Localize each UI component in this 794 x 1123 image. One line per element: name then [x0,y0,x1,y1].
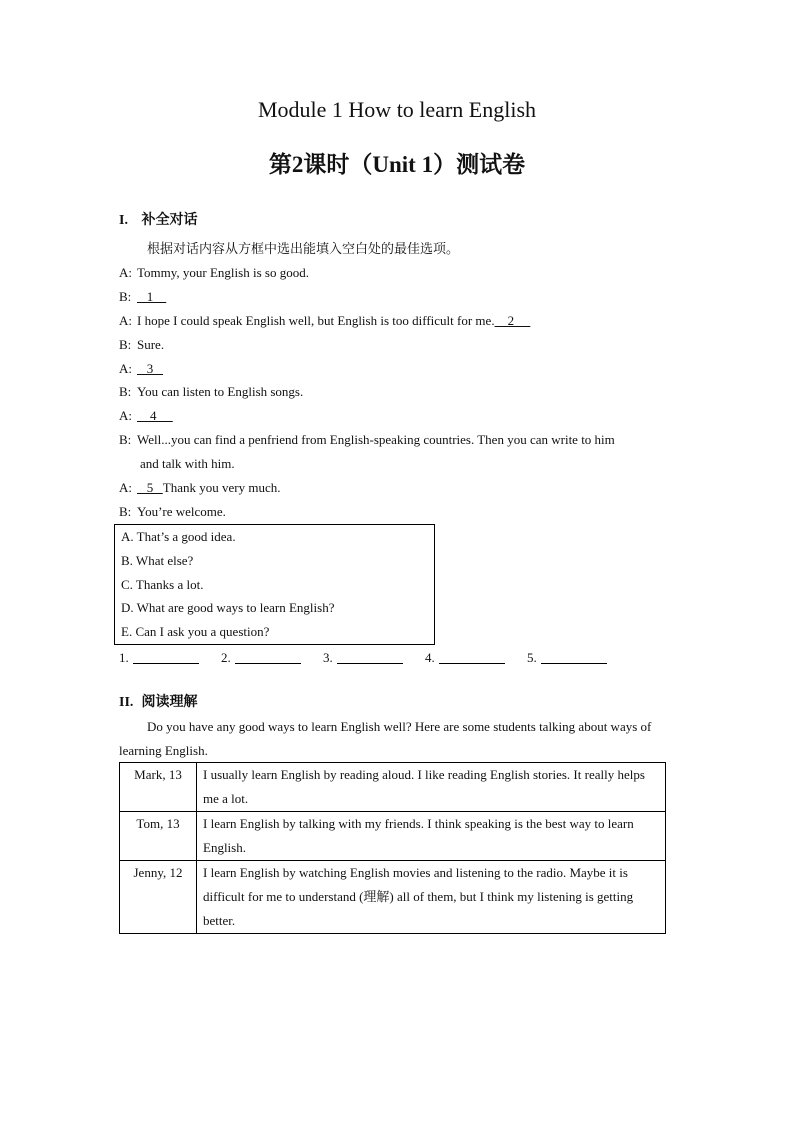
option-a: A. That’s a good idea. [121,529,236,544]
section-2-title: 阅读理解 [141,694,198,710]
section-1-instruction: 根据对话内容从方框中选出能填入空白处的最佳选项。 [147,242,460,257]
dialogue-line [119,333,164,357]
option-e: E. Can I ask you a question? [121,624,270,639]
answer-blank[interactable] [527,646,607,670]
student-statement: I usually learn English by reading aloud. I like reading English stories. It really helps me a lot. [197,763,666,812]
dialogue-line [119,309,530,333]
dialogue-speaker: A: [119,313,132,328]
answer-blank[interactable] [221,646,301,670]
dialogue-line [119,357,163,381]
dialogue-speaker: B: [119,337,132,352]
dialogue-line [119,428,615,452]
dialogue-text: Sure. [137,337,165,352]
dialogue-blank: 5 [137,480,163,495]
dialogue-blank: 2 [494,313,531,328]
dialogue-speaker: A: [119,480,132,495]
dialogue-speaker: B: [119,384,132,399]
student-name: Mark, 13 [120,763,197,812]
section-1-heading [119,210,197,231]
dialogue-speaker: B: [119,289,132,304]
student-statement: I learn English by talking with my friends. I think speaking is the best way to learn English. [197,812,666,861]
dialogue-line [119,404,173,428]
dialogue-text: You can listen to English songs. [137,384,304,399]
dialogue-blank: 3 [137,361,163,376]
dialogue-speaker: A: [119,265,132,280]
dialogue-speaker: B: [119,432,132,447]
option-d: D. What are good ways to learn English? [121,600,335,615]
table-row [120,763,666,812]
section-2-number: II. [119,695,134,710]
dialogue-text: I hope I could speak English well, but English is too difficult for me. [137,313,495,328]
option-b: B. What else? [121,553,194,568]
page-title: Module 1 How to learn English [257,97,537,122]
answer-blanks [119,646,626,670]
answer-line [337,649,403,664]
section-1-number: I. [119,213,128,228]
option-c: C. Thanks a lot. [121,577,204,592]
dialogue-line [119,380,303,404]
answer-label: 2. [221,650,231,665]
subtitle-mid: 课时（ [303,152,373,178]
options-box [114,524,435,645]
answer-blank[interactable] [119,646,199,670]
dialogue-blank: 1 [137,289,167,304]
table-row [120,861,666,934]
dialogue-text: You’re welcome. [137,504,226,519]
dialogue-line [119,476,280,500]
section-1-title: 补全对话 [141,212,198,228]
dialogue-text: Thank you very much. [162,480,281,495]
reading-table [119,762,666,934]
student-name: Jenny, 12 [120,861,197,934]
dialogue-line [119,285,166,309]
dialogue-line [140,452,235,476]
answer-line [439,649,505,664]
answer-line [541,649,607,664]
answer-line [235,649,301,664]
answer-label: 5. [527,650,537,665]
dialogue-line [119,500,226,524]
dialogue-text: Well...you can find a penfriend from English-speaking countries. Then you can write to him [137,432,615,447]
dialogue-speaker: A: [119,361,132,376]
dialogue-text: and talk with him. [140,456,235,471]
answer-blank[interactable] [425,646,505,670]
reading-intro: Do you have any good ways to learn English well? Here are some students talking about ways of learning English. [119,719,652,758]
student-statement: I learn English by watching English movies and listening to the radio. Maybe it is difficult for me to understand (理解) all of them, but I think my listening is getting better. [197,861,666,934]
dialogue-line [119,261,309,285]
dialogue-speaker: B: [119,504,132,519]
dialogue-text: Tommy, your English is so good. [137,265,309,280]
table-row [120,812,666,861]
answer-line [133,649,199,664]
subtitle-suffix: ）测试卷 [433,152,526,178]
dialogue-blank: 4 [137,408,173,423]
subtitle-prefix: 第 [268,152,292,178]
answer-label: 3. [323,650,333,665]
section-2-heading [119,692,197,713]
subtitle-lesson-number: 2 [291,152,304,177]
student-name: Tom, 13 [120,812,197,861]
page-subtitle [0,148,794,182]
dialogue-speaker: A: [119,408,132,423]
answer-label: 4. [425,650,435,665]
answer-blank[interactable] [323,646,403,670]
subtitle-unit: Unit 1 [372,152,434,177]
answer-label: 1. [119,650,129,665]
